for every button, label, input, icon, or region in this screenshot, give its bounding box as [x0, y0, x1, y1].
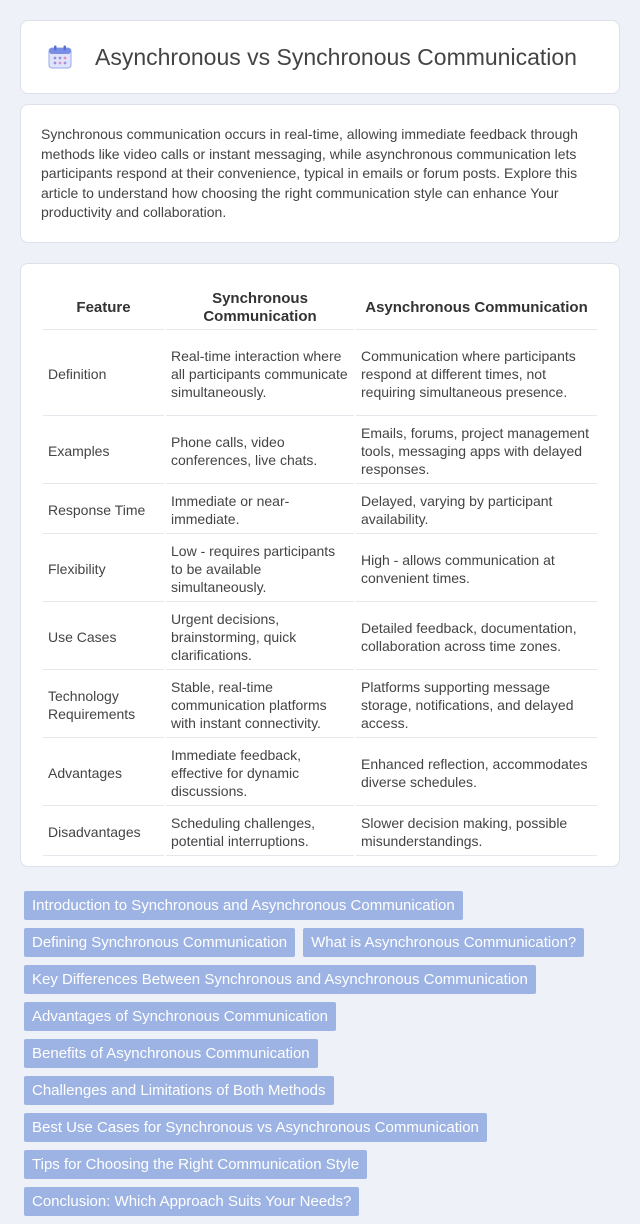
feature-cell: Response Time — [43, 486, 164, 534]
table-row — [43, 808, 597, 856]
synchronous-cell: Immediate or near-immediate. — [166, 486, 354, 534]
column-header-asynchronous: Asynchronous Communication — [356, 284, 597, 330]
asynchronous-cell: Slower decision making, possible misunderstandings. — [356, 808, 597, 856]
section-links — [24, 891, 624, 1224]
table-row — [43, 486, 597, 534]
asynchronous-cell: Delayed, varying by participant availability. — [356, 486, 597, 534]
column-header-feature: Feature — [43, 284, 164, 330]
table-row — [43, 418, 597, 484]
link-advantages-synchronous[interactable]: Advantages of Synchronous Communication — [24, 1002, 336, 1031]
calendar-icon — [47, 44, 73, 70]
asynchronous-cell: Detailed feedback, documentation, collaboration across time zones. — [356, 604, 597, 670]
feature-cell: Technology Requirements — [43, 672, 164, 738]
feature-cell: Disadvantages — [43, 808, 164, 856]
synchronous-cell: Urgent decisions, brainstorming, quick clarifications. — [166, 604, 354, 670]
link-challenges[interactable]: Challenges and Limitations of Both Methods — [24, 1076, 334, 1105]
link-defining-synchronous[interactable]: Defining Synchronous Communication — [24, 928, 295, 957]
link-introduction[interactable]: Introduction to Synchronous and Asynchronous Communication — [24, 891, 463, 920]
feature-cell: Examples — [43, 418, 164, 484]
table-row — [43, 672, 597, 738]
synchronous-cell: Real-time interaction where all participants communicate simultaneously. — [166, 332, 354, 416]
asynchronous-cell: Enhanced reflection, accommodates diverse schedules. — [356, 740, 597, 806]
link-best-use-cases[interactable]: Best Use Cases for Synchronous vs Asynchronous Communication — [24, 1113, 487, 1142]
synchronous-cell: Stable, real-time communication platforms with instant connectivity. — [166, 672, 354, 738]
table-row — [43, 604, 597, 670]
table-row — [43, 332, 597, 416]
comparison-card — [20, 263, 620, 867]
column-header-synchronous: Synchronous Communication — [166, 284, 354, 330]
link-key-differences[interactable]: Key Differences Between Synchronous and Asynchronous Communication — [24, 965, 536, 994]
intro-card — [20, 104, 620, 243]
table-row — [43, 536, 597, 602]
asynchronous-cell: Platforms supporting message storage, notifications, and delayed access. — [356, 672, 597, 738]
asynchronous-cell: Emails, forums, project management tools, messaging apps with delayed responses. — [356, 418, 597, 484]
synchronous-cell: Scheduling challenges, potential interruptions. — [166, 808, 354, 856]
intro-paragraph: Synchronous communication occurs in real-time, allowing immediate feedback through methods like video calls or instant messaging, while asynchronous communication lets participants respond at their convenience, typical in emails or forum posts. Explore this article to understand how choosing the right communication style can enhance Your productivity and collaboration. — [41, 126, 578, 220]
synchronous-cell: Low - requires participants to be available simultaneously. — [166, 536, 354, 602]
link-what-is-asynchronous[interactable]: What is Asynchronous Communication? — [303, 928, 584, 957]
feature-cell: Flexibility — [43, 536, 164, 602]
title-card — [20, 20, 620, 94]
table-row — [43, 740, 597, 806]
link-benefits-asynchronous[interactable]: Benefits of Asynchronous Communication — [24, 1039, 318, 1068]
asynchronous-cell: High - allows communication at convenient times. — [356, 536, 597, 602]
feature-cell: Definition — [43, 332, 164, 416]
synchronous-cell: Immediate feedback, effective for dynamic discussions. — [166, 740, 354, 806]
asynchronous-cell: Communication where participants respond at different times, not requiring simultaneous presence. — [356, 332, 597, 416]
feature-cell: Advantages — [43, 740, 164, 806]
page-title: Asynchronous vs Synchronous Communication — [95, 43, 577, 70]
synchronous-cell: Phone calls, video conferences, live chats. — [166, 418, 354, 484]
link-tips[interactable]: Tips for Choosing the Right Communication Style — [24, 1150, 367, 1179]
link-conclusion[interactable]: Conclusion: Which Approach Suits Your Needs? — [24, 1187, 359, 1216]
comparison-table — [41, 282, 599, 858]
table-header-row — [43, 284, 597, 330]
feature-cell: Use Cases — [43, 604, 164, 670]
